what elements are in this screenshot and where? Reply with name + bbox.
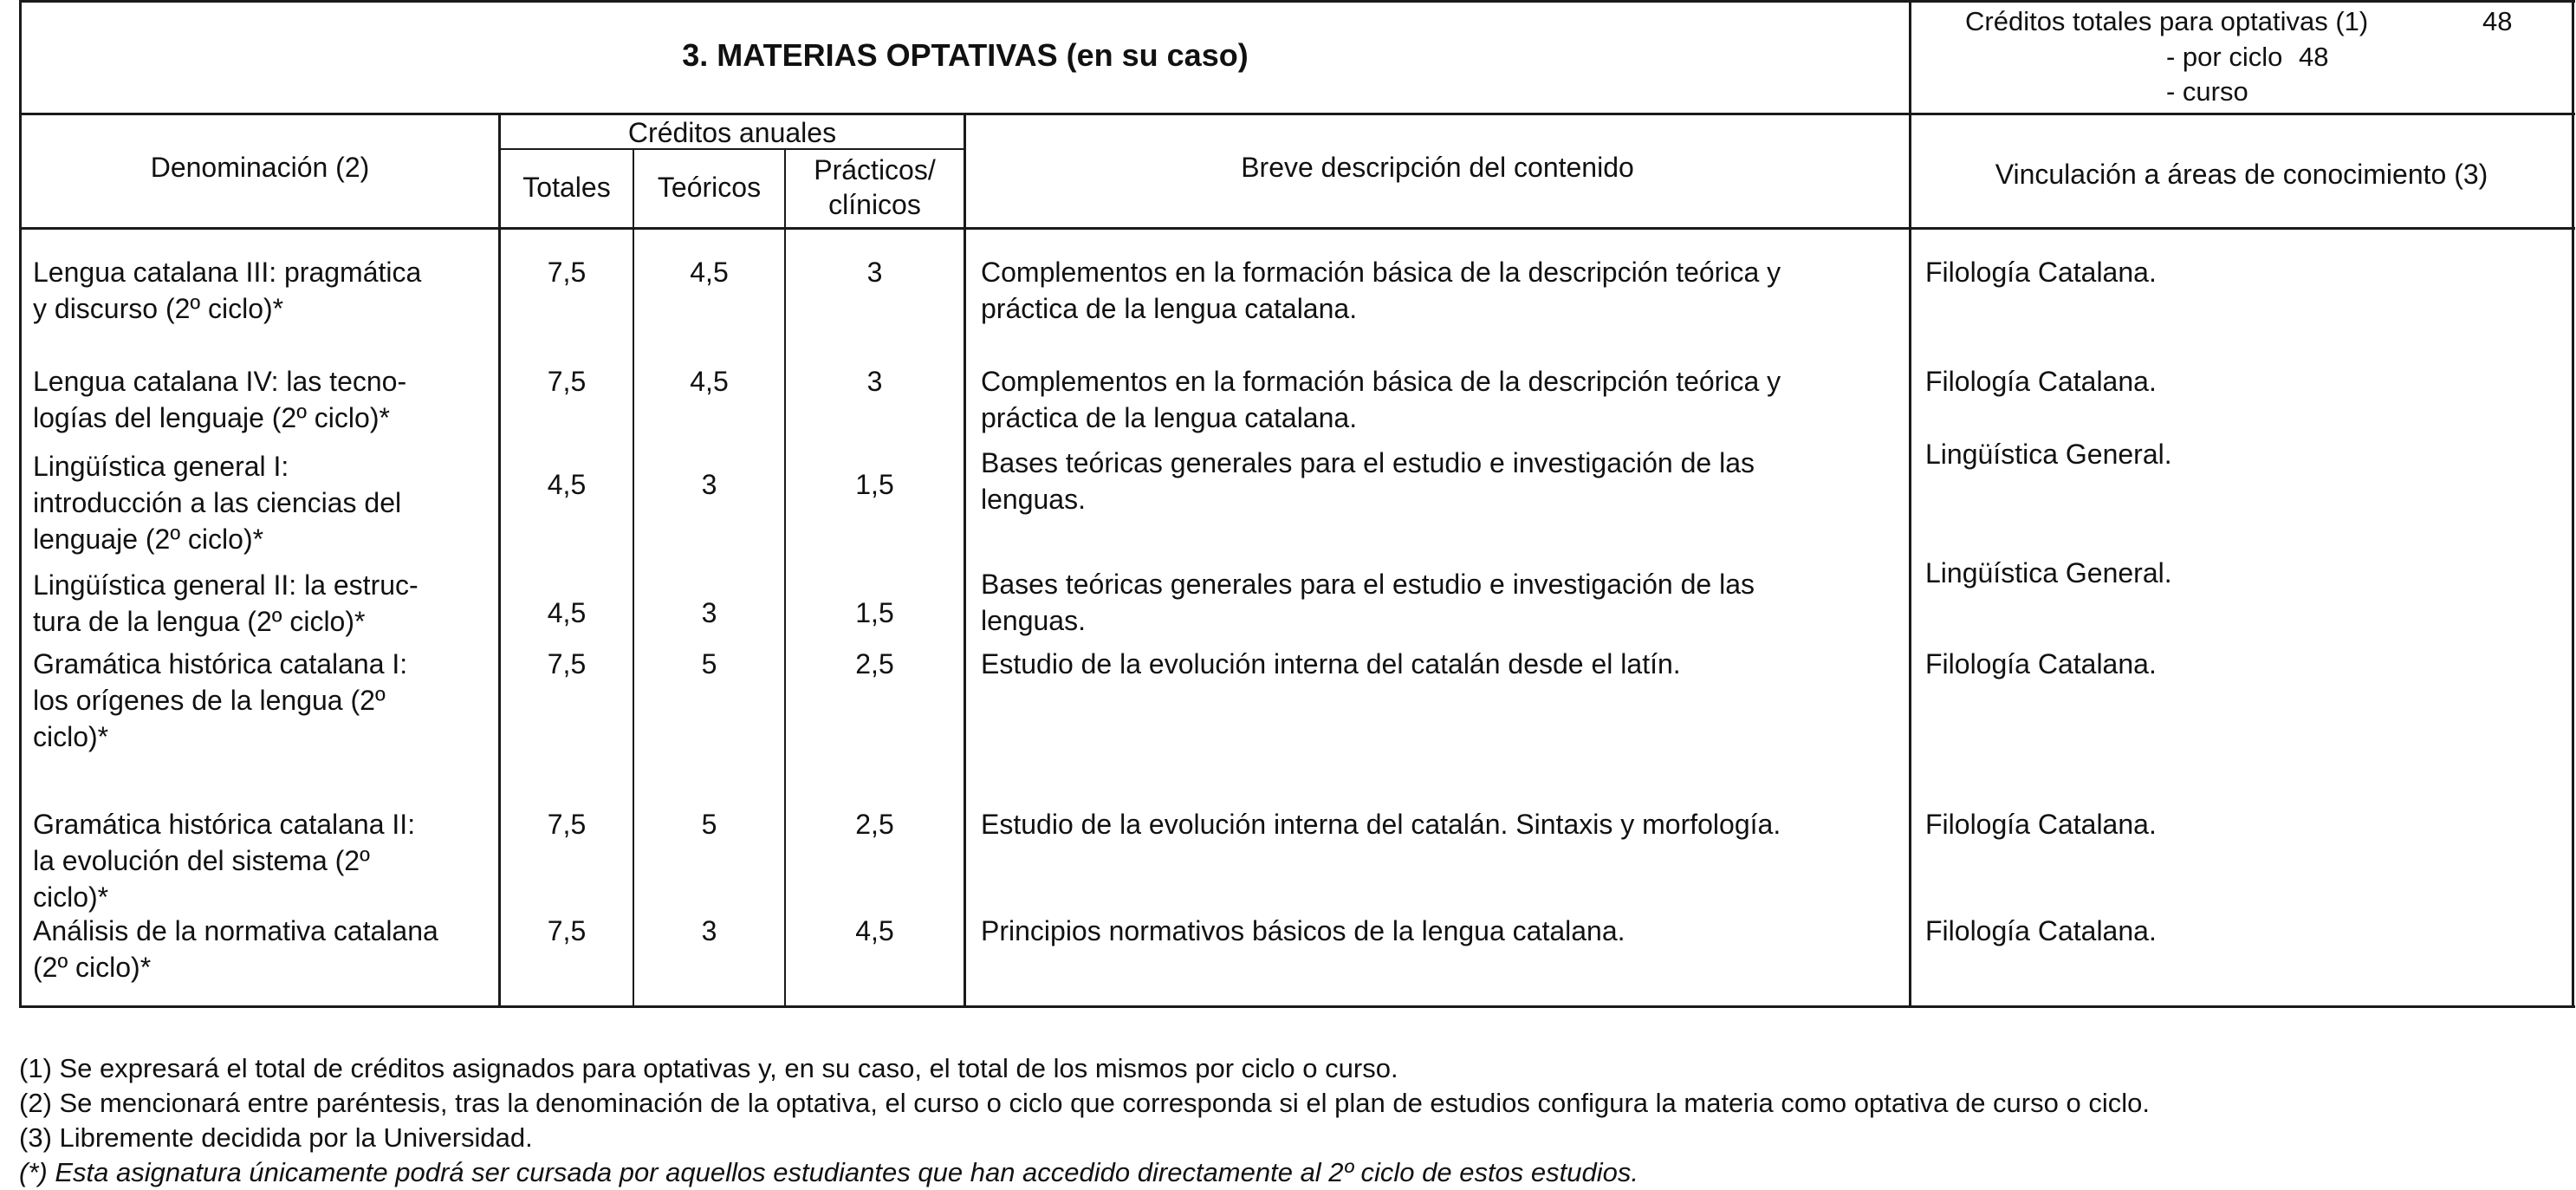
knowledge-area: Filología Catalana. [1925,257,2157,288]
knowledge-area: Filología Catalana. [1925,809,2157,840]
subject-name [33,913,492,985]
per-cycle-label: - por ciclo [2166,42,2283,72]
subject-description-line: práctica de la lengua catalana. [981,402,1358,433]
knowledge-area: Filología Catalana. [1925,366,2157,397]
subject-name [33,254,492,327]
credits-total: 7,5 [547,809,587,840]
subject-description [981,566,1899,639]
subject-name-line: ciclo)* [33,881,109,913]
knowledge-area: Lingüística General. [1925,439,2172,470]
knowledge-area: Filología Catalana. [1925,648,2157,680]
subject-name-line: los orígenes de la lengua (2º [33,685,386,716]
credits-theory: 5 [701,648,717,680]
subject-name-line: ciclo)* [33,721,109,752]
subject-name [33,363,492,436]
column-header-theory: Teóricos [657,172,762,203]
footnote-4: (*) Esta asignatura únicamente podrá ser cursada por aquellos estudiantes que han accedido directamente al 2º ciclo de estos estudios. [19,1157,1638,1187]
knowledge-area: Filología Catalana. [1925,915,2157,946]
subject-description-line: lenguas. [981,484,1086,515]
subject-description-line: práctica de la lengua catalana. [981,293,1358,324]
knowledge-area: Lingüística General. [1925,557,2172,588]
subject-name-line: Análisis de la normativa catalana [33,915,438,946]
credits-practical: 2,5 [855,648,894,680]
credits-practical: 4,5 [855,915,894,946]
column-header-areas: Vinculación a áreas de conocimiento (3) [1995,159,2488,190]
subject-description-line: Bases teóricas generales para el estudio e investigación de las [981,447,1755,478]
subject-description [981,363,1899,436]
subject-name [33,646,492,755]
subject-description-line: Bases teóricas generales para el estudio e investigación de las [981,569,1755,600]
column-header-practical: Prácticos/ clínicos [814,154,936,220]
subject-description [981,806,1899,842]
subject-name [33,448,492,557]
credits-total: 7,5 [547,915,587,946]
subject-description-line: Estudio de la evolución interna del catalán desde el latín. [981,648,1681,680]
credits-practical: 1,5 [855,469,894,500]
subject-description [981,254,1899,327]
footnote-1: (1) Se expresará el total de créditos asignados para optativas y, en su caso, el total de los mismos por ciclo o curso. [19,1053,1398,1083]
credits-total-value: 48 [2482,6,2513,36]
credits-total: 4,5 [547,469,587,500]
credits-theory: 3 [701,469,717,500]
subject-name-line: Lengua catalana IV: las tecno- [33,366,407,397]
subject-name-line: Lingüística general II: la estruc- [33,569,419,601]
subject-description [981,445,1899,517]
course-label: - curso [2166,76,2248,107]
column-header-name: Denominación (2) [150,152,370,183]
subject-name-line: la evolución del sistema (2º [33,845,370,876]
credits-total: 4,5 [547,597,587,628]
credits-practical: 1,5 [855,597,894,628]
subject-description-line: Estudio de la evolución interna del catalán. Sintaxis y morfología. [981,809,1781,840]
subject-description-line: Principios normativos básicos de la lengua catalana. [981,915,1625,946]
credits-total: 7,5 [547,648,587,680]
subject-description-line: Complementos en la formación básica de la descripción teórica y [981,366,1781,397]
credits-total: 7,5 [547,366,587,397]
subject-name-line: logías del lenguaje (2º ciclo)* [33,402,390,433]
subject-description [981,646,1899,682]
subject-name-line: lenguaje (2º ciclo)* [33,523,264,555]
subject-description-line: Complementos en la formación básica de la descripción teórica y [981,257,1781,288]
credits-theory: 4,5 [690,366,729,397]
credits-total-label: Créditos totales para optativas (1) [1965,6,2369,36]
subject-description-line: lenguas. [981,605,1086,636]
subject-name-line: Lingüística general I: [33,451,289,482]
subject-name-line: (2º ciclo)* [33,952,152,983]
credits-theory: 3 [701,597,717,628]
column-header-total: Totales [522,172,611,203]
footnote-3: (3) Libremente decidida por la Universidad. [19,1122,533,1153]
credits-practical: 3 [866,257,883,288]
subject-name-line: Lengua catalana III: pragmática [33,257,422,288]
subject-name-line: y discurso (2º ciclo)* [33,293,284,324]
credits-practical: 2,5 [855,809,894,840]
credits-theory: 5 [701,809,717,840]
column-header-description: Breve descripción del contenido [1241,152,1634,183]
column-header-annual-credits: Créditos anuales [627,117,837,148]
subject-name [33,567,492,640]
subject-name-line: tura de la lengua (2º ciclo)* [33,606,366,637]
footnote-2: (2) Se mencionará entre paréntesis, tras la denominación de la optativa, el curso o ciclo que corresponda si el plan de estudios configura la materia como optativa de curso o ciclo. [19,1088,2150,1118]
subject-name [33,806,492,915]
page-title: 3. MATERIAS OPTATIVAS (en su caso) [682,37,1249,73]
credits-practical: 3 [866,366,883,397]
subject-name-line: Gramática histórica catalana II: [33,809,416,840]
subject-name-line: Gramática histórica catalana I: [33,648,408,680]
subject-name-line: introducción a las ciencias del [33,487,402,518]
credits-total: 7,5 [547,257,587,288]
per-cycle-value: 48 [2299,42,2329,72]
credits-theory: 3 [701,915,717,946]
credits-theory: 4,5 [690,257,729,288]
subject-description [981,913,1899,949]
